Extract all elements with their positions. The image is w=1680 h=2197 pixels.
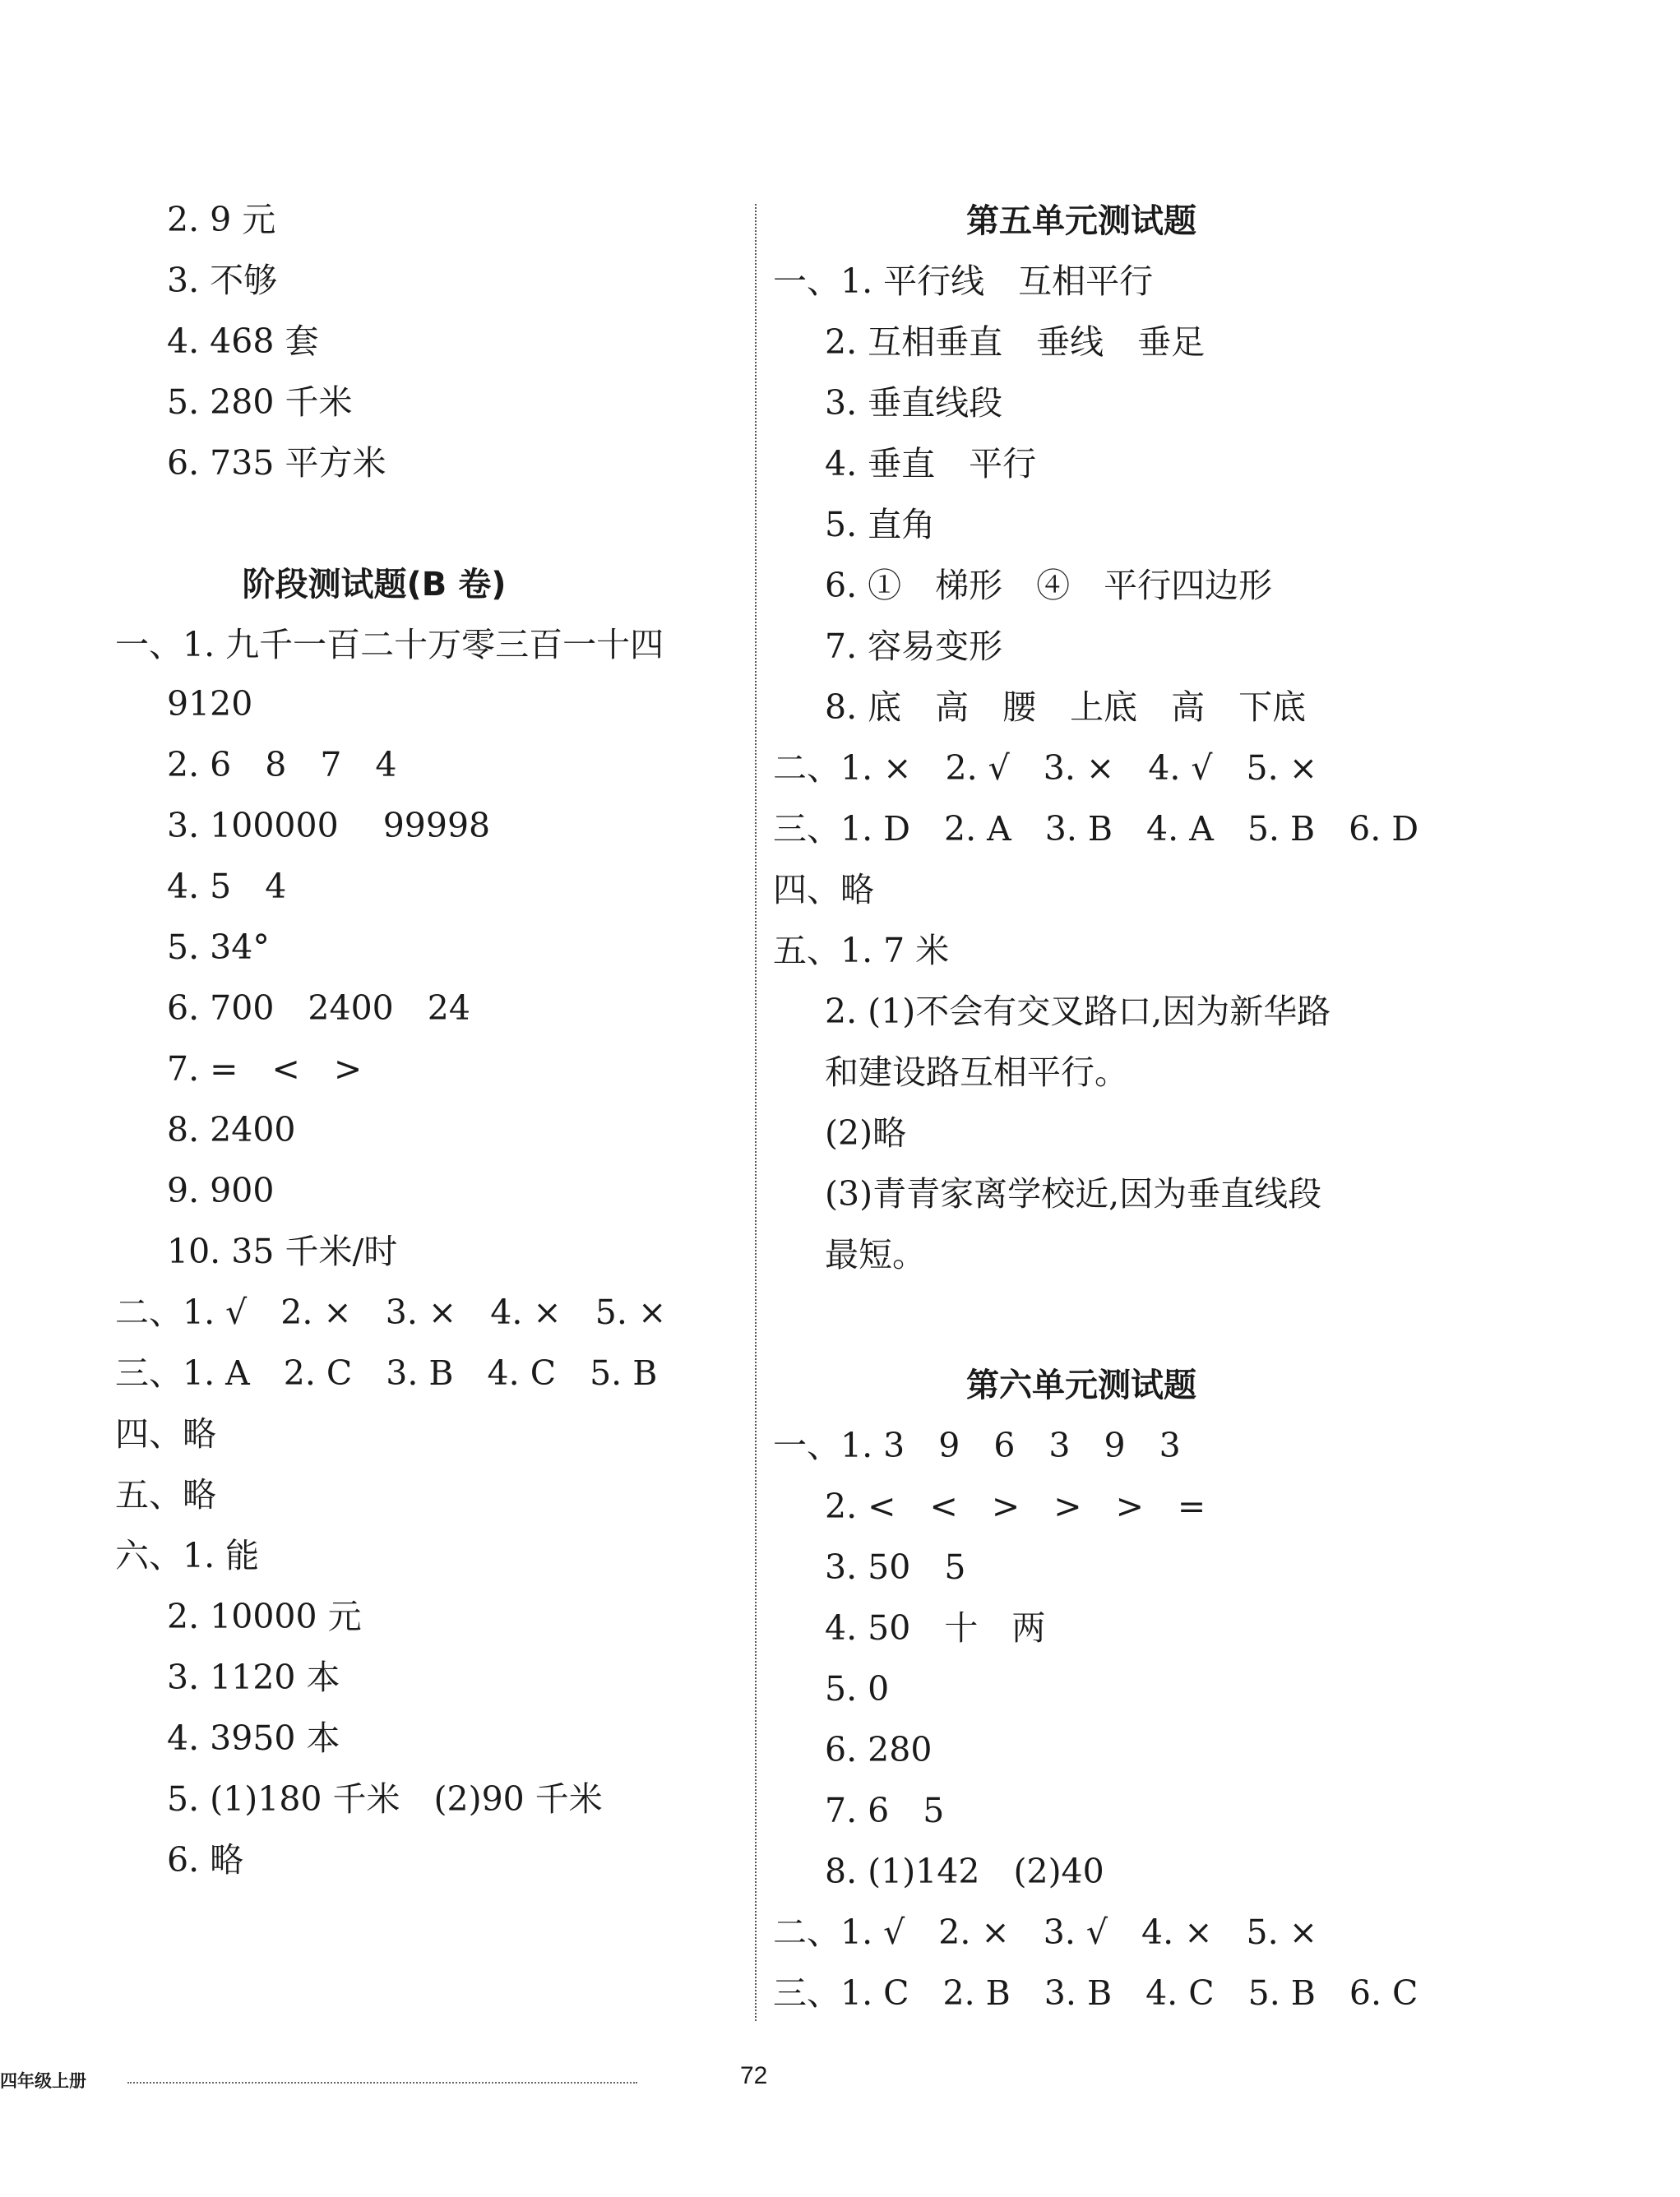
answer-line: 6. 700 2400 24 (167, 988, 470, 1028)
grade-label: 四年级上册 (0, 2071, 86, 2091)
answer-line: 5. 280 千米 (167, 382, 353, 422)
answer-line: 五、1. 7 米 (773, 931, 950, 970)
answer-line: 和建设路互相平行。 (825, 1052, 1128, 1092)
answer-line: 6. 280 (825, 1730, 933, 1769)
answer-line: 6. ① 梯形 ④ 平行四边形 (825, 566, 1273, 605)
answer-line: 3. 不够 (167, 261, 278, 300)
answer-line: 一、1. 平行线 互相平行 (773, 261, 1154, 301)
answer-line: 4. 5 4 (167, 867, 287, 906)
answer-line: 最短。 (825, 1235, 926, 1274)
footer-dotted-rule (127, 2082, 637, 2084)
answer-line: 4. 468 套 (167, 321, 319, 361)
answer-line: 四、略 (115, 1414, 216, 1454)
answer-line: 5. 34° (167, 927, 270, 967)
section-title: 第五单元测试题 (966, 202, 1196, 240)
answer-line: 9. 900 (167, 1171, 275, 1210)
answer-line: (3)青青家离学校近,因为垂直线段 (825, 1174, 1322, 1214)
answer-line: 2. 10000 元 (167, 1597, 362, 1636)
answer-line: 五、略 (115, 1475, 216, 1515)
answer-line: 3. 100000 99998 (167, 806, 491, 845)
answer-line: 7. = < > (167, 1049, 363, 1089)
answer-line: 9120 (167, 684, 253, 724)
section-title: 阶段测试题(B 卷) (242, 566, 507, 604)
answer-line: 4. 50 十 两 (825, 1608, 1046, 1648)
answer-line: 三、1. C 2. B 3. B 4. C 5. B 6. C (773, 1973, 1419, 2013)
answer-line: 二、1. √ 2. × 3. × 4. × 5. × (115, 1293, 667, 1332)
answer-line: 3. 1120 本 (167, 1658, 340, 1697)
answer-line: 六、1. 能 (115, 1536, 260, 1575)
answer-line: 8. (1)142 (2)40 (825, 1852, 1104, 1891)
answer-line: 5. 直角 (825, 505, 936, 544)
answer-line: 三、1. A 2. C 3. B 4. C 5. B (115, 1353, 658, 1393)
answer-line: 7. 6 5 (825, 1791, 945, 1830)
answer-line: 二、1. √ 2. × 3. √ 4. × 5. × (773, 1913, 1318, 1952)
answer-line: 2. (1)不会有交叉路口,因为新华路 (825, 992, 1331, 1031)
answer-line: 8. 底 高 腰 上底 高 下底 (825, 687, 1307, 727)
answer-line: 3. 垂直线段 (825, 383, 1003, 423)
answer-line: (2)略 (825, 1113, 907, 1153)
answer-line: 8. 2400 (167, 1110, 296, 1149)
answer-line: 二、1. × 2. √ 3. × 4. √ 5. × (773, 748, 1318, 788)
answer-line: 三、1. D 2. A 3. B 4. A 5. B 6. D (773, 809, 1419, 849)
answer-line: 4. 垂直 平行 (825, 444, 1037, 483)
page-number: 72 (740, 2062, 768, 2089)
answer-line: 3. 50 5 (825, 1547, 966, 1587)
answer-line: 4. 3950 本 (167, 1718, 340, 1758)
answer-line: 10. 35 千米/时 (167, 1232, 398, 1271)
answer-line: 2. 互相垂直 垂线 垂足 (825, 322, 1206, 362)
column-divider (755, 204, 757, 2021)
answer-line: 一、1. 3 9 6 3 9 3 (773, 1426, 1181, 1465)
answer-line: 7. 容易变形 (825, 627, 1003, 666)
answer-line: 5. (1)180 千米 (2)90 千米 (167, 1779, 603, 1819)
answer-line: 四、略 (773, 870, 874, 909)
answer-line: 6. 略 (167, 1840, 244, 1880)
answer-line: 2. < < > > > = (825, 1487, 1206, 1526)
answer-line: 2. 9 元 (167, 200, 276, 239)
answer-line: 2. 6 8 7 4 (167, 745, 397, 784)
answer-line: 5. 0 (825, 1669, 890, 1709)
answer-line: 一、1. 九千一百二十万零三百一十四 (115, 625, 664, 664)
answer-line: 6. 735 平方米 (167, 443, 386, 483)
section-title: 第六单元测试题 (966, 1367, 1196, 1404)
